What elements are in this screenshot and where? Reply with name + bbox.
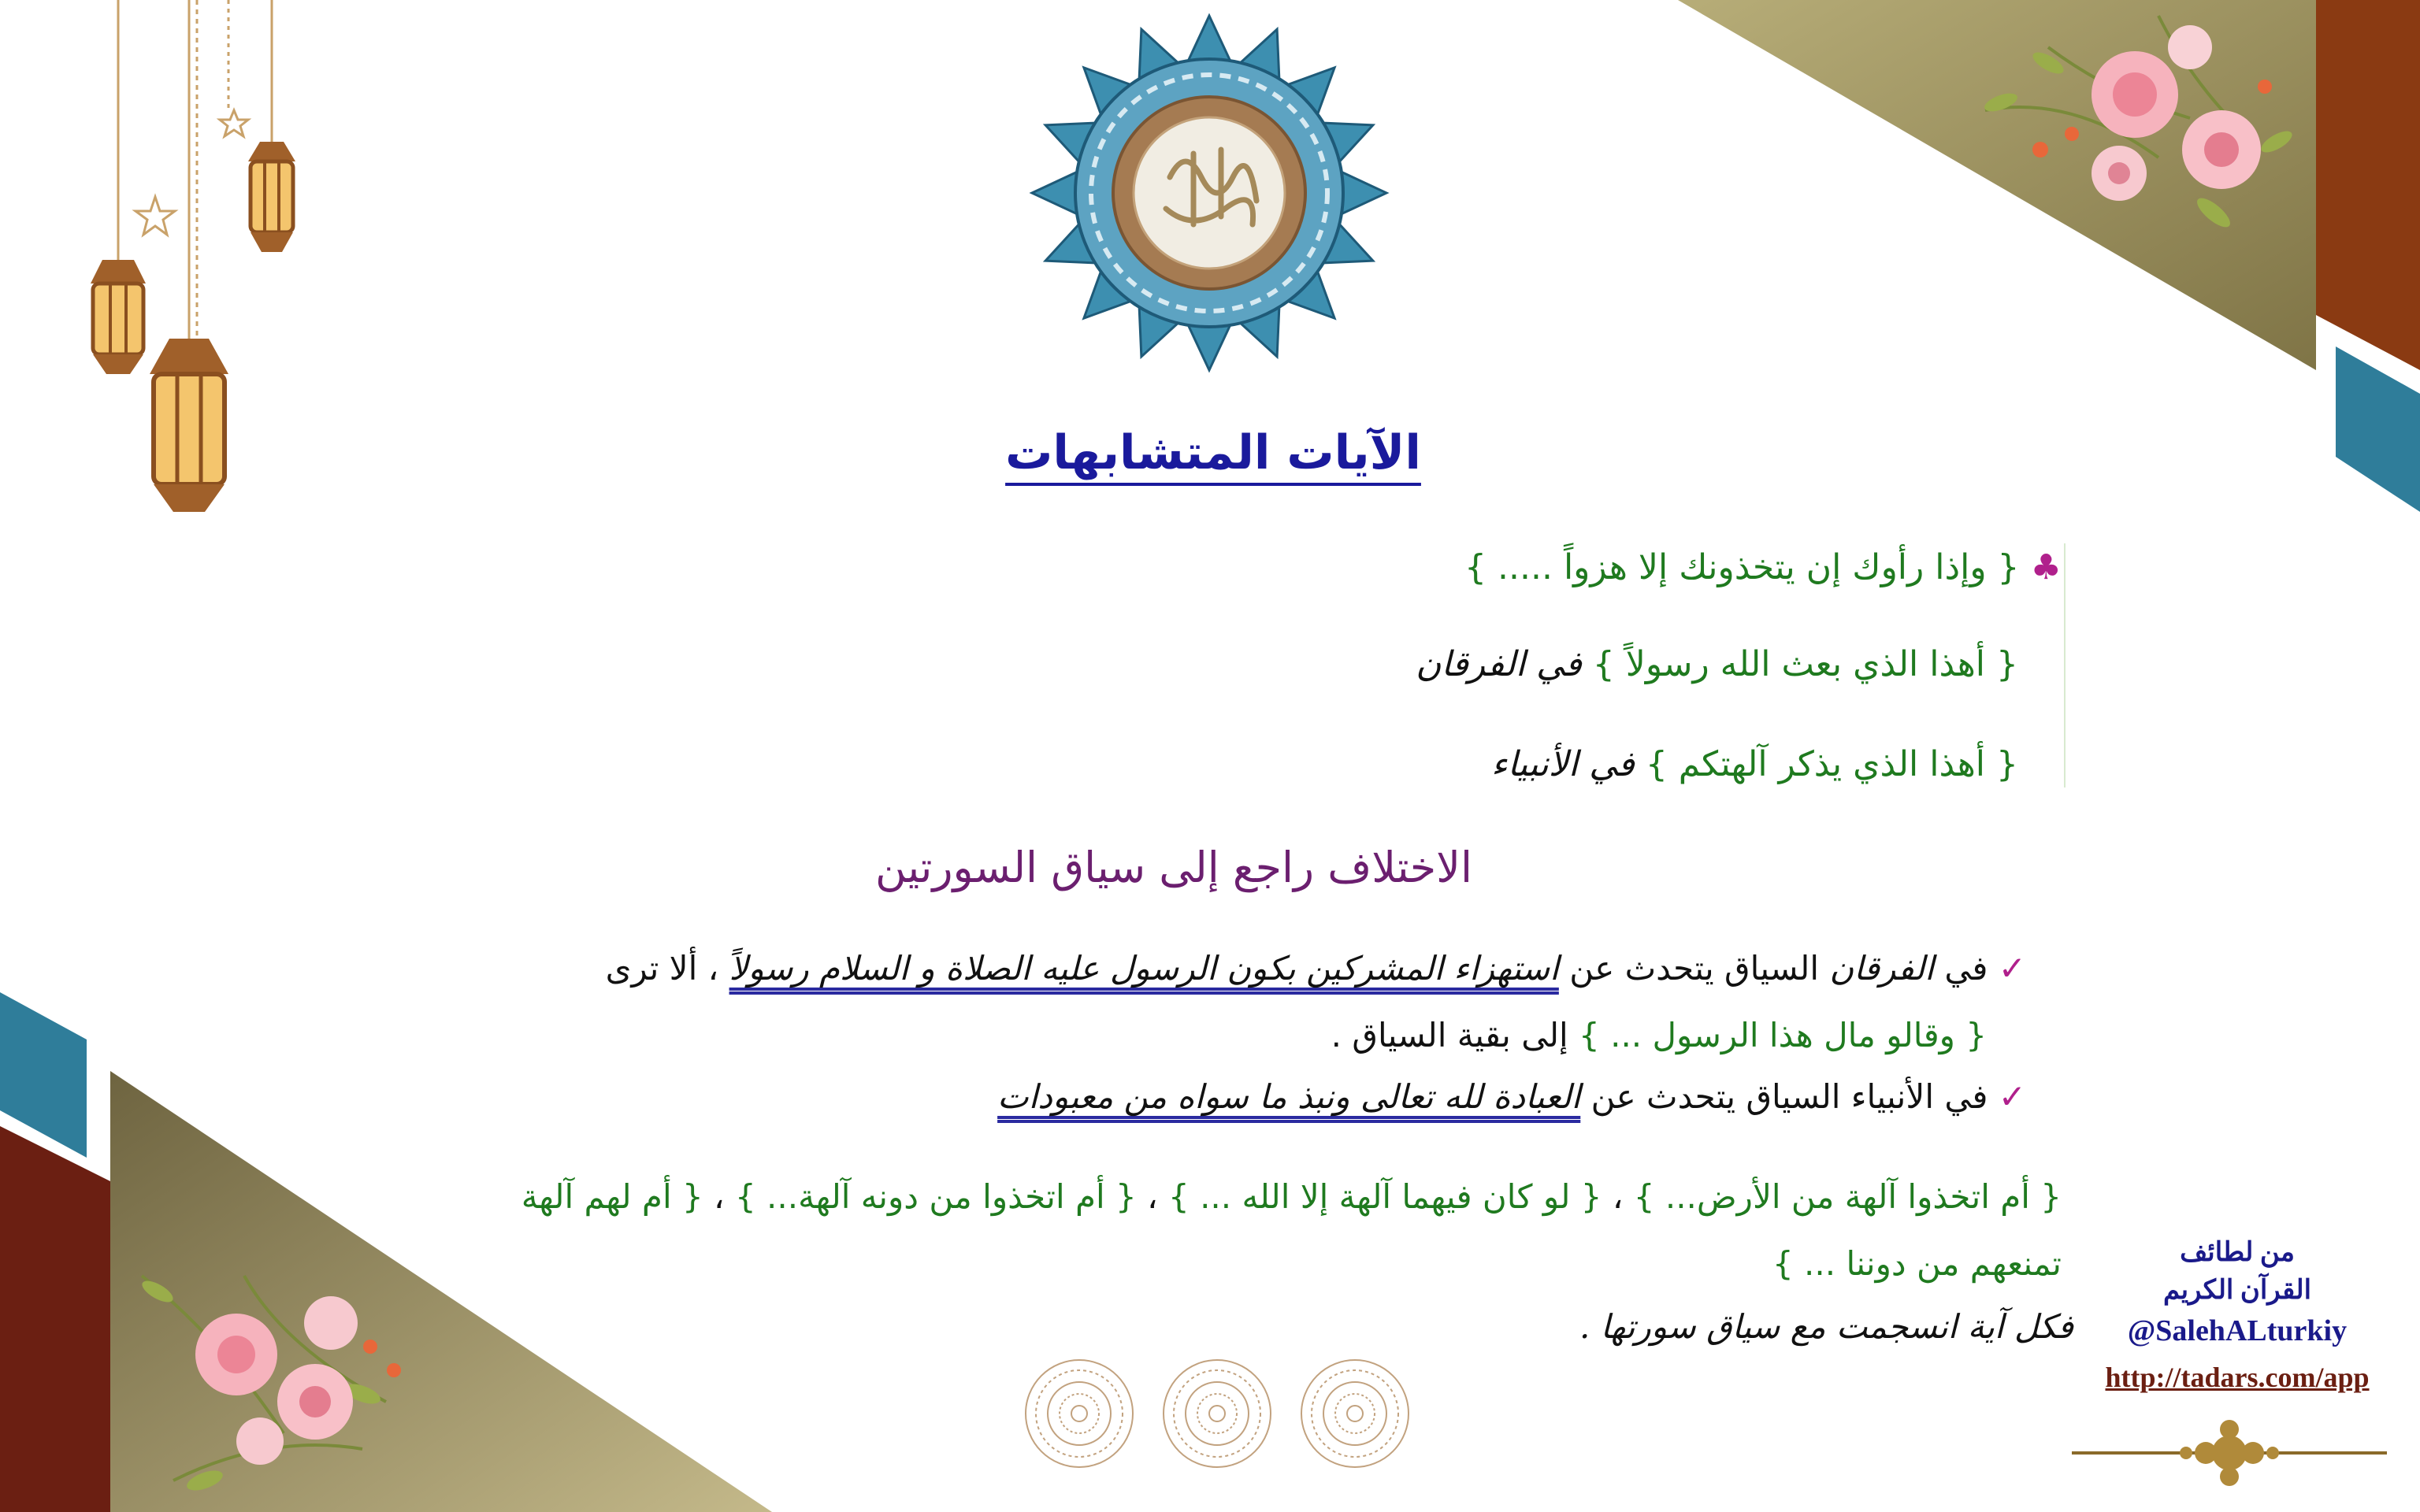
verse-4-start: { أم لهم آلهة: [521, 1177, 703, 1216]
intro-verse-line: [1464, 547, 2062, 587]
brown-band-right: [2316, 0, 2420, 370]
separator: ،: [1147, 1177, 1158, 1216]
point-furqan-continued: [1331, 1016, 1987, 1054]
credit-line1: من لطائف: [2180, 1238, 2295, 1267]
verse-4-end: تمنعهم من دوننا ... }: [1772, 1244, 2062, 1283]
teal-shape-right: [2336, 346, 2420, 512]
verse-1: { أم اتخذوا آلهة من الأرض... }: [1633, 1177, 2062, 1216]
conclusion-text: فكل آية انسجمت مع سياق سورتها .: [1579, 1307, 2073, 1346]
mandala-icon: [1164, 1360, 1271, 1467]
separator: ،: [714, 1177, 725, 1216]
brown-band-left: [0, 1126, 110, 1512]
point1-text-d: إلى بقية السياق .: [1331, 1016, 1568, 1054]
anbiya-verse-line: [1491, 744, 2018, 784]
point1-topic: استهزاء المشركين بكون الرسول عليه الصلاة و السلام رسولاً: [729, 949, 1559, 988]
credit-line2: القرآن الكريم: [2162, 1276, 2312, 1305]
point-furqan: [606, 949, 2026, 988]
credit-handle: @SalehALturkiy: [2127, 1314, 2348, 1347]
point2-text-a: في الأنبياء السياق يتحدث عن: [1590, 1077, 1988, 1116]
floral-decoration-top-right: [1954, 0, 2316, 268]
hanging-lanterns-icon: [71, 0, 339, 543]
point-anbiya: [997, 1077, 2026, 1116]
lantern-icon: [91, 260, 146, 374]
intro-verse: { وإذا رأوك إن يتخذونك إلا هزواً ..... }: [1464, 547, 2020, 587]
mandala-icon: [1026, 1360, 1133, 1467]
mandala-ornaments: [1016, 1354, 1426, 1473]
furqan-verse-line: [1416, 644, 2018, 684]
verse-2: { لو كان فيهما آلهة إلا الله ... }: [1168, 1177, 1602, 1216]
point1-text-c: ، ألا ترى: [605, 949, 719, 988]
verses-list-line1: [521, 1177, 2062, 1216]
credit-url-link[interactable]: http://tadars.com/app: [2105, 1362, 2370, 1393]
separator: ،: [1612, 1177, 1624, 1216]
checkmark-icon: ✓: [1998, 1077, 2026, 1116]
page-title: الآيات المتشابهات: [1005, 425, 1421, 480]
ornament-divider-icon: [2064, 1414, 2395, 1492]
quran-calligraphy-emblem: [1024, 8, 1394, 378]
verse-3: { أم اتخذوا من دونه آلهة... }: [734, 1177, 1137, 1216]
checkmark-icon: ✓: [1998, 949, 2026, 988]
context-heading: الاختلاف راجع إلى سياق السورتين: [875, 843, 1472, 892]
point1-surah: الفرقان: [1829, 949, 1934, 988]
credit-block: [2080, 1236, 2395, 1394]
verses-list-line2: [1772, 1244, 2062, 1283]
point1-text-a: في: [1944, 949, 1988, 988]
point2-topic: العبادة لله تعالى ونبذ ما سواه من معبودات: [997, 1077, 1581, 1116]
floral-decoration-bottom-left: [126, 1244, 488, 1512]
point1-verse: { وقالو مال هذا الرسول ... }: [1579, 1016, 1987, 1054]
club-icon: ♣: [2030, 547, 2062, 587]
lantern-icon: [248, 142, 295, 252]
anbiya-verse: { أهذا الذي يذكر آلهتكم }: [1645, 744, 2018, 784]
point1-text-b: السياق يتحدث عن: [1569, 949, 1820, 988]
furqan-surah-label: في الفرقان: [1416, 644, 1582, 684]
furqan-verse: { أهذا الذي بعث الله رسولاً }: [1592, 644, 2018, 684]
mandala-icon: [1301, 1360, 1409, 1467]
anbiya-surah-label: في الأنبياء: [1490, 744, 1635, 784]
verses-divider: [2064, 543, 2066, 788]
lantern-icon: [150, 339, 228, 512]
